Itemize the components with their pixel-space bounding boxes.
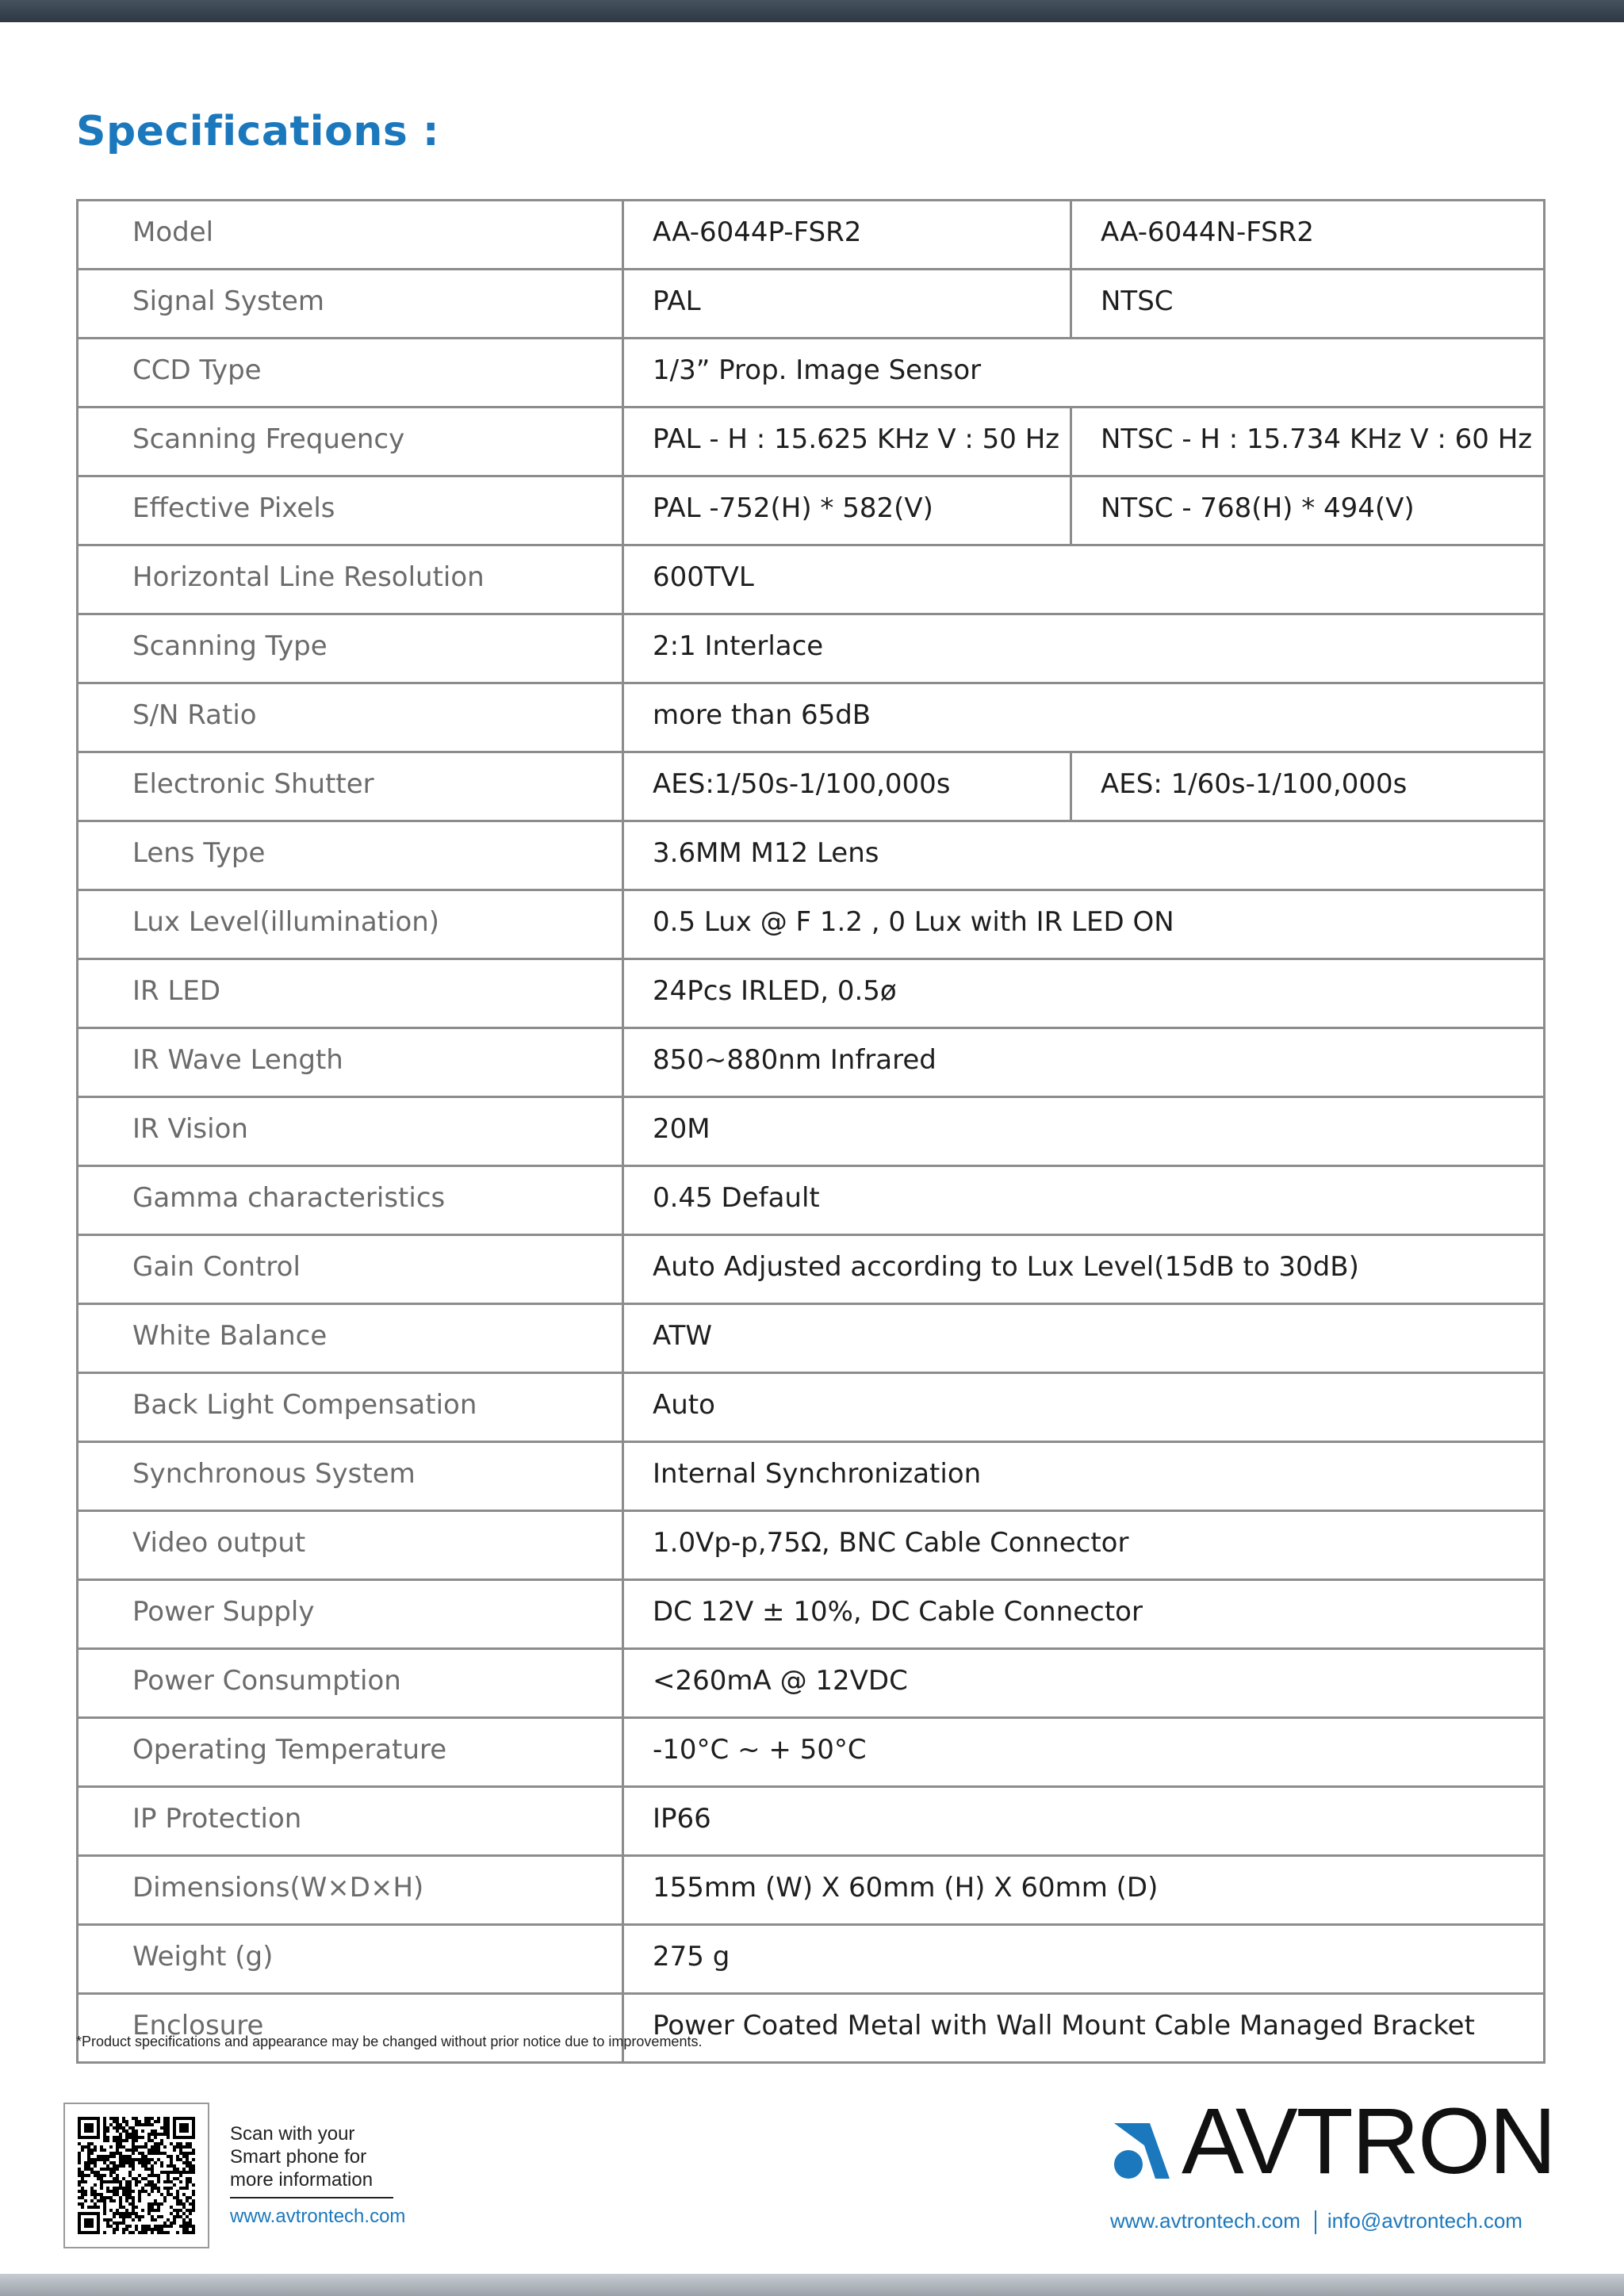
spec-label: Lux Level(illumination) <box>78 890 623 959</box>
spec-value: 1.0Vp-p,75Ω, BNC Cable Connector <box>623 1511 1545 1580</box>
scan-line-2: Smart phone for <box>230 2146 367 2168</box>
contact-info <box>1110 2209 1522 2234</box>
scan-line-3: more information <box>230 2169 373 2191</box>
spec-value: AES:1/50s-1/100,000s <box>623 752 1071 821</box>
spec-row <box>78 890 1545 959</box>
spec-label: Lens Type <box>78 821 623 890</box>
spec-label: Synchronous System <box>78 1442 623 1511</box>
page-title: Specifications : <box>76 108 440 155</box>
spec-label: Video output <box>78 1511 623 1580</box>
spec-row <box>78 1580 1545 1649</box>
spec-value: IP66 <box>623 1787 1545 1856</box>
spec-value: more than 65dB <box>623 683 1545 752</box>
spec-value: 3.6MM M12 Lens <box>623 821 1545 890</box>
spec-value-ntsc: AA-6044N-FSR2 <box>1071 201 1545 270</box>
spec-value: Auto <box>623 1373 1545 1442</box>
spec-row <box>78 683 1545 752</box>
footnote: *Product specifications and appearance may be changed without prior notice due to improvements. <box>76 2034 703 2049</box>
spec-row <box>78 270 1545 339</box>
spec-value: 600TVL <box>623 545 1545 614</box>
spec-label: Gain Control <box>78 1235 623 1304</box>
spec-label: Operating Temperature <box>78 1718 623 1787</box>
spec-row <box>78 1028 1545 1097</box>
spec-value: Internal Synchronization <box>623 1442 1545 1511</box>
spec-value: 24Pcs IRLED, 0.5ø <box>623 959 1545 1028</box>
spec-label: Horizontal Line Resolution <box>78 545 623 614</box>
bottom-decorative-bar <box>0 2274 1624 2296</box>
spec-label: Dimensions(W×D×H) <box>78 1856 623 1925</box>
email-link[interactable]: info@avtrontech.com <box>1327 2209 1522 2233</box>
spec-label: IR Vision <box>78 1097 623 1166</box>
scan-line-1: Scan with your <box>230 2123 355 2145</box>
brand-logo <box>1106 2089 1555 2194</box>
spec-value: 275 g <box>623 1925 1545 1994</box>
spec-row <box>78 1718 1545 1787</box>
spec-row <box>78 959 1545 1028</box>
spec-row <box>78 1994 1545 2063</box>
spec-value: ATW <box>623 1304 1545 1373</box>
spec-value: <260mA @ 12VDC <box>623 1649 1545 1718</box>
spec-row <box>78 752 1545 821</box>
spec-row <box>78 1235 1545 1304</box>
spec-label: Scanning Type <box>78 614 623 683</box>
spec-label: Back Light Compensation <box>78 1373 623 1442</box>
spec-label: IP Protection <box>78 1787 623 1856</box>
spec-value-ntsc: NTSC - H : 15.734 KHz V : 60 Hz <box>1071 408 1545 476</box>
spec-label: Weight (g) <box>78 1925 623 1994</box>
spec-row <box>78 1166 1545 1235</box>
spec-label: Signal System <box>78 270 623 339</box>
spec-value: 850~880nm Infrared <box>623 1028 1545 1097</box>
spec-row <box>78 1856 1545 1925</box>
spec-table <box>76 199 1545 2064</box>
logo-wordmark: AVTRON <box>1182 2089 1555 2194</box>
spec-label: Power Supply <box>78 1580 623 1649</box>
spec-value-ntsc: NTSC <box>1071 270 1545 339</box>
scan-divider <box>230 2197 393 2198</box>
spec-label: IR LED <box>78 959 623 1028</box>
spec-value: DC 12V ± 10%, DC Cable Connector <box>623 1580 1545 1649</box>
spec-label: Gamma characteristics <box>78 1166 623 1235</box>
spec-label: Scanning Frequency <box>78 408 623 476</box>
spec-row <box>78 1511 1545 1580</box>
spec-row <box>78 1097 1545 1166</box>
spec-label: Enclosure <box>78 1994 623 2063</box>
spec-value: 0.45 Default <box>623 1166 1545 1235</box>
spec-row <box>78 408 1545 476</box>
spec-label: Model <box>78 201 623 270</box>
spec-row <box>78 545 1545 614</box>
spec-value: AA-6044P-FSR2 <box>623 201 1071 270</box>
spec-value-ntsc: NTSC - 768(H) * 494(V) <box>1071 476 1545 545</box>
spec-row <box>78 201 1545 270</box>
spec-label: S/N Ratio <box>78 683 623 752</box>
spec-label: IR Wave Length <box>78 1028 623 1097</box>
spec-row <box>78 1649 1545 1718</box>
qr-code-icon[interactable] <box>63 2103 209 2248</box>
avtron-logo-mark-icon <box>1106 2099 1185 2187</box>
spec-value: PAL - H : 15.625 KHz V : 50 Hz <box>623 408 1071 476</box>
spec-row <box>78 339 1545 408</box>
spec-value: PAL -752(H) * 582(V) <box>623 476 1071 545</box>
spec-label: CCD Type <box>78 339 623 408</box>
spec-row <box>78 1442 1545 1511</box>
spec-value: 20M <box>623 1097 1545 1166</box>
scan-website-link[interactable]: www.avtrontech.com <box>230 2206 406 2227</box>
top-decorative-bar <box>0 0 1624 22</box>
spec-row <box>78 1304 1545 1373</box>
spec-value: 1/3” Prop. Image Sensor <box>623 339 1545 408</box>
spec-value: Power Coated Metal with Wall Mount Cable Managed Bracket <box>623 1994 1545 2063</box>
scan-instructions <box>230 2122 373 2191</box>
spec-value: PAL <box>623 270 1071 339</box>
spec-label: Power Consumption <box>78 1649 623 1718</box>
spec-row <box>78 1787 1545 1856</box>
qr-code-graphic <box>78 2117 195 2234</box>
spec-row <box>78 1373 1545 1442</box>
spec-value: 2:1 Interlace <box>623 614 1545 683</box>
spec-value: 155mm (W) X 60mm (H) X 60mm (D) <box>623 1856 1545 1925</box>
contact-separator <box>1315 2210 1316 2234</box>
spec-row <box>78 476 1545 545</box>
spec-value: 0.5 Lux @ F 1.2 , 0 Lux with IR LED ON <box>623 890 1545 959</box>
spec-value: -10°C ~ + 50°C <box>623 1718 1545 1787</box>
spec-label: Electronic Shutter <box>78 752 623 821</box>
spec-value: Auto Adjusted according to Lux Level(15dB to 30dB) <box>623 1235 1545 1304</box>
spec-label: White Balance <box>78 1304 623 1373</box>
spec-label: Effective Pixels <box>78 476 623 545</box>
spec-row <box>78 614 1545 683</box>
website-link[interactable]: www.avtrontech.com <box>1110 2209 1300 2233</box>
spec-row <box>78 821 1545 890</box>
spec-row <box>78 1925 1545 1994</box>
spec-value-ntsc: AES: 1/60s-1/100,000s <box>1071 752 1545 821</box>
